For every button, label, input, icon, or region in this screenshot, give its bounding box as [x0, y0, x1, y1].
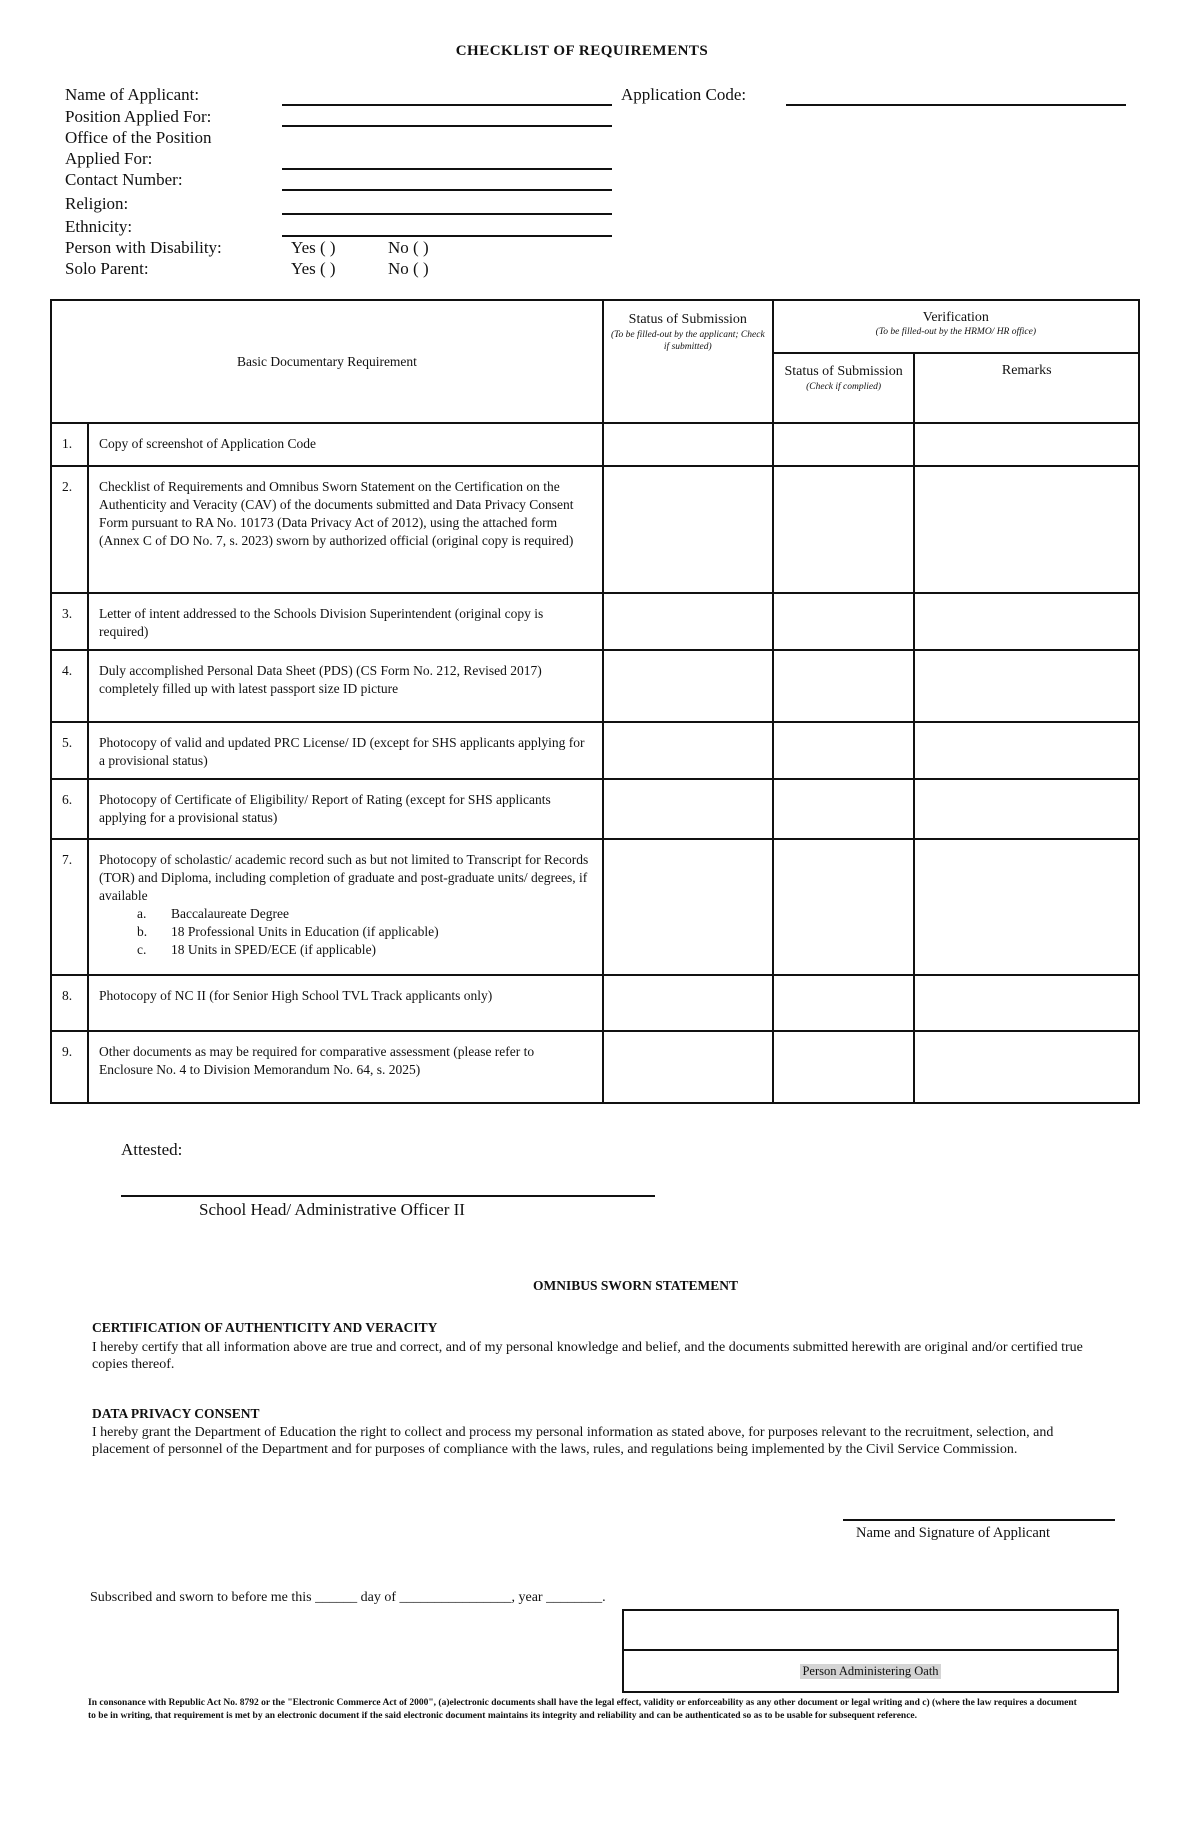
table-row	[51, 779, 1139, 839]
row-requirement-text: Photocopy of scholastic/ academic record such as but not limited to Transcript for Records (TOR) and Diploma, including completion of graduate and post-graduate units/ degrees, if available	[98, 852, 589, 903]
field-position-applied[interactable]	[282, 125, 612, 127]
row-requirement: Copy of screenshot of Application Code	[88, 423, 603, 466]
school-head-label: School Head/ Administrative Officer II	[199, 1200, 465, 1219]
field-contact-number[interactable]	[282, 189, 612, 191]
oath-signature-area[interactable]	[624, 1611, 1117, 1651]
sworn-statement-text: Subscribed and sworn to before me this ______ day of ________________, year ________.	[90, 1590, 606, 1605]
omnibus-title: OMNIBUS SWORN STATEMENT	[533, 1278, 739, 1293]
row-number: 9.	[51, 1031, 88, 1103]
applicant-signature-line[interactable]	[843, 1519, 1115, 1521]
cell-status-submission[interactable]	[603, 839, 773, 975]
attested-label: Attested:	[121, 1140, 183, 1159]
cell-status-submission[interactable]	[603, 650, 773, 722]
row-number: 1.	[51, 423, 88, 466]
table-row	[51, 975, 1139, 1031]
label-name-of-applicant: Name of Applicant:	[65, 85, 200, 104]
cell-verification-status[interactable]	[773, 1031, 915, 1103]
header-requirement: Basic Documentary Requirement	[51, 300, 603, 423]
row-number: 2.	[51, 466, 88, 593]
label-office-line1: Office of the Position	[65, 128, 212, 147]
sub-list	[99, 905, 590, 959]
row-requirement: Photocopy of NC II (for Senior High School TVL Track applicants only)	[88, 975, 603, 1031]
requirements-table	[50, 299, 1140, 1104]
cell-remarks[interactable]	[914, 593, 1139, 650]
label-application-code: Application Code:	[621, 85, 747, 104]
privacy-title: DATA PRIVACY CONSENT	[92, 1406, 260, 1421]
row-requirement	[88, 839, 603, 975]
table-row	[51, 650, 1139, 722]
cell-status-submission[interactable]	[603, 593, 773, 650]
cell-verification-status[interactable]	[773, 722, 915, 779]
cav-title: CERTIFICATION OF AUTHENTICITY AND VERACITY	[92, 1320, 438, 1335]
table-row	[51, 423, 1139, 466]
row-number: 7.	[51, 839, 88, 975]
cell-verification-status[interactable]	[773, 423, 915, 466]
cell-remarks[interactable]	[914, 975, 1139, 1031]
sub-text: 18 Professional Units in Education (if applicable)	[170, 924, 439, 939]
cell-remarks[interactable]	[914, 1031, 1139, 1103]
cell-verification-status[interactable]	[773, 839, 915, 975]
row-requirement: Letter of intent addressed to the Schools Division Superintendent (original copy is required)	[88, 593, 603, 650]
label-religion: Religion:	[65, 194, 129, 213]
row-number: 8.	[51, 975, 88, 1031]
cell-status-submission[interactable]	[603, 466, 773, 593]
list-item	[137, 923, 590, 941]
cav-text: I hereby certify that all information above are true and correct, and of my personal knowledge and belief, and the documents submitted herewith are original and/or certified true copies thereof.	[92, 1340, 1083, 1372]
row-number: 6.	[51, 779, 88, 839]
pwd-no-option[interactable]: No ( )	[388, 238, 429, 257]
label-pwd: Person with Disability:	[65, 238, 222, 257]
row-requirement: Photocopy of Certificate of Eligibility/ Report of Rating (except for SHS applicants applying for a provisional status)	[88, 779, 603, 839]
field-name-of-applicant[interactable]	[282, 104, 612, 106]
header-status-note: (To be filled-out by the applicant; Check if submitted)	[610, 330, 765, 352]
row-number: 4.	[51, 650, 88, 722]
cell-remarks[interactable]	[914, 423, 1139, 466]
field-application-code[interactable]	[786, 104, 1126, 106]
field-religion[interactable]	[282, 213, 612, 215]
sub-text: Baccalaureate Degree	[170, 906, 289, 921]
header-ver-status: Status of Submission (Check if complied)	[773, 353, 915, 423]
header-verification: Verification (To be filled-out by the HRMO/ HR office)	[773, 300, 1139, 353]
oath-label-area	[624, 1651, 1117, 1691]
cell-remarks[interactable]	[914, 779, 1139, 839]
row-requirement: Other documents as may be required for comparative assessment (please refer to Enclosure No. 4 to Division Memorandum No. 64, s. 2025)	[88, 1031, 603, 1103]
list-item	[137, 905, 590, 923]
cell-status-submission[interactable]	[603, 779, 773, 839]
table-row	[51, 1031, 1139, 1103]
header-remarks: Remarks	[914, 353, 1139, 423]
row-requirement: Photocopy of valid and updated PRC License/ ID (except for SHS applicants applying for a provisional status)	[88, 722, 603, 779]
table-row	[51, 593, 1139, 650]
solo-no-option[interactable]: No ( )	[388, 259, 429, 278]
label-office-line2: Applied For:	[65, 149, 153, 168]
cell-status-submission[interactable]	[603, 975, 773, 1031]
sub-letter: a.	[136, 906, 147, 921]
table-row	[51, 839, 1139, 975]
oath-label: Person Administering Oath	[802, 1663, 939, 1678]
header-verification-note: (To be filled-out by the HRMO/ HR office)	[875, 327, 1036, 337]
cell-remarks[interactable]	[914, 650, 1139, 722]
cell-verification-status[interactable]	[773, 466, 915, 593]
pwd-yes-option[interactable]: Yes ( )	[291, 238, 336, 257]
cell-status-submission[interactable]	[603, 722, 773, 779]
cell-remarks[interactable]	[914, 466, 1139, 593]
row-number: 5.	[51, 722, 88, 779]
cell-verification-status[interactable]	[773, 975, 915, 1031]
oath-box	[622, 1609, 1119, 1693]
row-requirement: Duly accomplished Personal Data Sheet (PDS) (CS Form No. 212, Revised 2017) completely filled up with latest passport size ID picture	[88, 650, 603, 722]
cell-status-submission[interactable]	[603, 1031, 773, 1103]
row-requirement: Checklist of Requirements and Omnibus Sworn Statement on the Certification on the Authenticity and Veracity (CAV) of the documents submitted and Data Privacy Consent Form pursuant to RA No. 10173 (Data Privacy Act of 2012), using the attached form (Annex C of DO No. 7, s. 2023) sworn by authorized official (original copy is required)	[88, 466, 603, 593]
footnote: In consonance with Republic Act No. 8792 or the "Electronic Commerce Act of 2000", (a)electronic documents shall have the legal effect, validity or enforceability as any other document or legal writing and c) (where the law requires a document to be in writing, that requirement is met by an electronic document if the said electronic document maintains its integrity and reliability and can be authenticated so as to be usable for subsequent reference.	[88, 1698, 1077, 1721]
table-row	[51, 722, 1139, 779]
field-office-position[interactable]	[282, 168, 612, 170]
cell-status-submission[interactable]	[603, 423, 773, 466]
cell-remarks[interactable]	[914, 839, 1139, 975]
cell-remarks[interactable]	[914, 722, 1139, 779]
page-title: CHECKLIST OF REQUIREMENTS	[455, 43, 709, 59]
label-contact-number: Contact Number:	[65, 170, 183, 189]
privacy-text: I hereby grant the Department of Education the right to collect and process my personal information as stated above, for purposes relevant to the recruitment, selection, and placement of personnel of the Department and for purposes of compliance with the laws, rules, and regulations being implemented by the Civil Service Commission.	[92, 1425, 1054, 1457]
sub-letter: b.	[136, 924, 148, 939]
cell-verification-status[interactable]	[773, 779, 915, 839]
label-solo-parent: Solo Parent:	[65, 259, 149, 278]
cell-verification-status[interactable]	[773, 650, 915, 722]
header-ver-status-note: (Check if complied)	[806, 382, 882, 392]
sub-letter: c.	[136, 942, 147, 957]
row-number: 3.	[51, 593, 88, 650]
applicant-signature-label: Name and Signature of Applicant	[856, 1525, 1051, 1541]
header-status: Status of Submission (To be filled-out by the applicant; Check if submitted)	[603, 300, 773, 423]
cell-verification-status[interactable]	[773, 593, 915, 650]
school-head-signature-line[interactable]	[121, 1195, 655, 1197]
label-position-applied: Position Applied For:	[65, 107, 212, 126]
solo-yes-option[interactable]: Yes ( )	[291, 259, 336, 278]
label-ethnicity: Ethnicity:	[65, 217, 133, 236]
sub-text: 18 Units in SPED/ECE (if applicable)	[170, 942, 377, 957]
table-row	[51, 466, 1139, 593]
list-item	[137, 941, 590, 959]
